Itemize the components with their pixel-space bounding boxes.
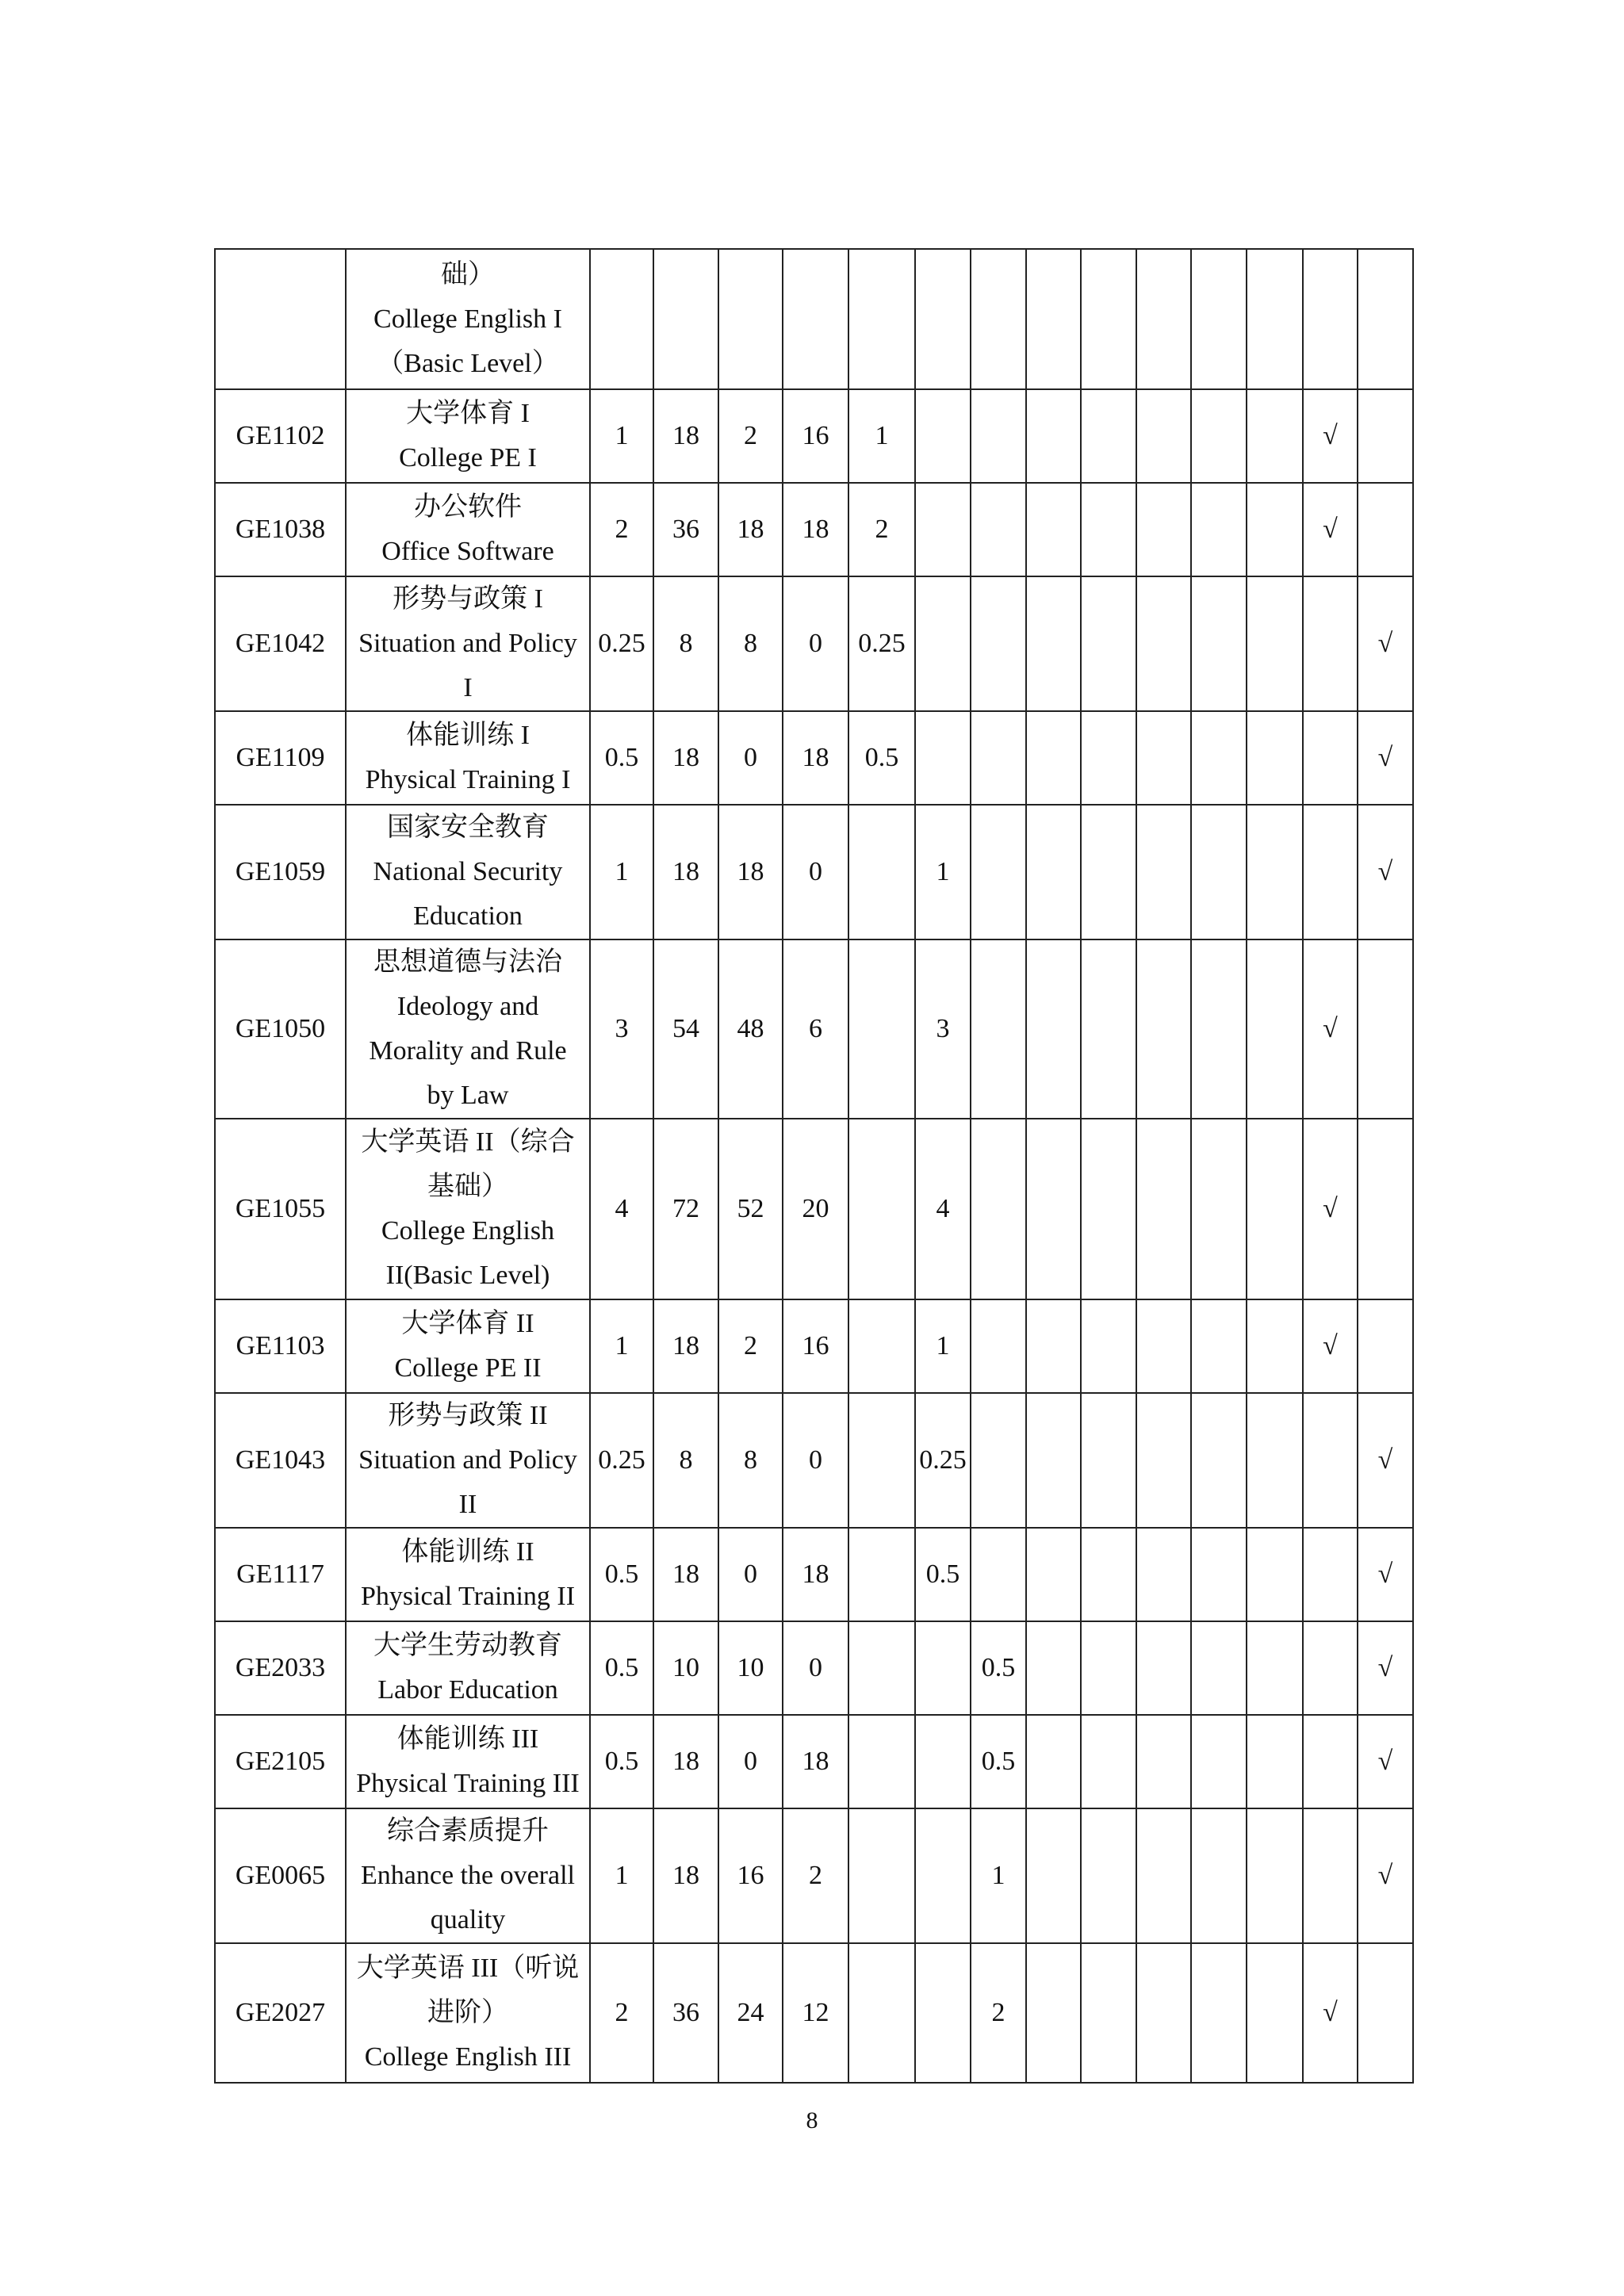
semester-5-cell <box>1081 1299 1136 1393</box>
semester-2-cell <box>915 1943 971 2083</box>
lecture-hours-cell: 0 <box>718 1528 783 1621</box>
course-code-cell: GE2033 <box>215 1621 346 1715</box>
semester-5-cell <box>1081 1715 1136 1808</box>
course-name-cell <box>346 389 590 483</box>
semester-2-cell <box>915 389 971 483</box>
semester-1-cell <box>848 1621 915 1715</box>
semester-1-cell <box>848 249 915 389</box>
semester-3-cell <box>971 249 1026 389</box>
semester-6-cell <box>1136 389 1191 483</box>
course-code-cell: GE1102 <box>215 389 346 483</box>
credits-cell: 1 <box>590 1808 653 1943</box>
course-name-line: College PE I <box>399 443 537 473</box>
required-check-cell <box>1303 711 1358 805</box>
course-name-line: 大学英语 III（听说 <box>356 1954 580 1983</box>
credits-cell: 2 <box>590 483 653 576</box>
course-name-line: College English <box>381 1216 555 1246</box>
course-name-line: 础） <box>441 259 495 289</box>
table-row <box>215 1119 1413 1299</box>
total-hours-cell: 72 <box>653 1119 718 1299</box>
semester-3-cell: 2 <box>971 1943 1026 2083</box>
course-name-line: 大学体育 I <box>406 399 530 428</box>
course-name-line: College English III <box>364 2042 572 2072</box>
semester-3-cell <box>971 939 1026 1119</box>
credits-cell: 0.5 <box>590 1621 653 1715</box>
semester-5-cell <box>1081 576 1136 711</box>
course-name-line: Physical Training I <box>365 765 571 794</box>
practice-hours-cell: 18 <box>783 1715 848 1808</box>
lecture-hours-cell: 8 <box>718 1393 783 1528</box>
lecture-hours-cell: 2 <box>718 1299 783 1393</box>
semester-6-cell <box>1136 1621 1191 1715</box>
elective-check-cell <box>1358 483 1413 576</box>
semester-5-cell <box>1081 249 1136 389</box>
semester-7-cell <box>1191 483 1247 576</box>
semester-5-cell <box>1081 1528 1136 1621</box>
credits-cell: 2 <box>590 1943 653 2083</box>
practice-hours-cell: 16 <box>783 1299 848 1393</box>
lecture-hours-cell: 18 <box>718 805 783 939</box>
course-name-cell <box>346 711 590 805</box>
semester-5-cell <box>1081 1808 1136 1943</box>
course-code-cell: GE2027 <box>215 1943 346 2083</box>
semester-8-cell <box>1247 1393 1303 1528</box>
semester-7-cell <box>1191 576 1247 711</box>
semester-3-cell <box>971 1119 1026 1299</box>
semester-8-cell <box>1247 483 1303 576</box>
semester-7-cell <box>1191 711 1247 805</box>
course-name-cell <box>346 249 590 389</box>
course-name-cell <box>346 1528 590 1621</box>
required-check-cell: √ <box>1303 1943 1358 2083</box>
elective-check-cell: √ <box>1358 1621 1413 1715</box>
lecture-hours-cell: 24 <box>718 1943 783 2083</box>
semester-8-cell <box>1247 1299 1303 1393</box>
course-code-cell: GE0065 <box>215 1808 346 1943</box>
semester-7-cell <box>1191 1528 1247 1621</box>
semester-1-cell <box>848 1808 915 1943</box>
elective-check-cell <box>1358 1119 1413 1299</box>
semester-7-cell <box>1191 805 1247 939</box>
required-check-cell: √ <box>1303 483 1358 576</box>
semester-4-cell <box>1026 576 1081 711</box>
total-hours-cell: 36 <box>653 1943 718 2083</box>
semester-6-cell <box>1136 483 1191 576</box>
semester-3-cell <box>971 805 1026 939</box>
elective-check-cell: √ <box>1358 1715 1413 1808</box>
course-name-cell <box>346 1621 590 1715</box>
course-name-cell <box>346 805 590 939</box>
course-code-cell <box>215 249 346 389</box>
credits-cell: 0.25 <box>590 576 653 711</box>
required-check-cell <box>1303 1528 1358 1621</box>
practice-hours-cell <box>783 249 848 389</box>
required-check-cell <box>1303 1808 1358 1943</box>
credits-cell: 1 <box>590 805 653 939</box>
table-row <box>215 576 1413 711</box>
lecture-hours-cell: 52 <box>718 1119 783 1299</box>
practice-hours-cell: 0 <box>783 1393 848 1528</box>
elective-check-cell <box>1358 939 1413 1119</box>
total-hours-cell: 8 <box>653 576 718 711</box>
credits-cell: 1 <box>590 1299 653 1393</box>
lecture-hours-cell: 8 <box>718 576 783 711</box>
course-code-cell: GE1103 <box>215 1299 346 1393</box>
semester-4-cell <box>1026 1393 1081 1528</box>
semester-5-cell <box>1081 939 1136 1119</box>
course-code-cell: GE1117 <box>215 1528 346 1621</box>
lecture-hours-cell: 10 <box>718 1621 783 1715</box>
total-hours-cell: 54 <box>653 939 718 1119</box>
course-name-line: 大学英语 II（综合 <box>361 1127 575 1157</box>
semester-3-cell: 0.5 <box>971 1715 1026 1808</box>
semester-3-cell <box>971 1528 1026 1621</box>
semester-6-cell <box>1136 576 1191 711</box>
semester-3-cell <box>971 389 1026 483</box>
required-check-cell <box>1303 805 1358 939</box>
semester-1-cell <box>848 1715 915 1808</box>
semester-8-cell <box>1247 1621 1303 1715</box>
elective-check-cell: √ <box>1358 711 1413 805</box>
semester-8-cell <box>1247 389 1303 483</box>
credits-cell: 1 <box>590 389 653 483</box>
course-name-cell <box>346 576 590 711</box>
semester-6-cell <box>1136 1715 1191 1808</box>
credits-cell <box>590 249 653 389</box>
course-name-line: Ideology and <box>396 992 539 1021</box>
semester-2-cell <box>915 576 971 711</box>
semester-8-cell <box>1247 805 1303 939</box>
course-name-line: 办公软件 <box>414 492 522 522</box>
course-name-cell <box>346 1393 590 1528</box>
course-name-line: Physical Training III <box>356 1769 580 1798</box>
practice-hours-cell: 12 <box>783 1943 848 2083</box>
required-check-cell <box>1303 576 1358 711</box>
course-table-body <box>215 249 1413 2083</box>
semester-7-cell <box>1191 1715 1247 1808</box>
semester-7-cell <box>1191 1808 1247 1943</box>
total-hours-cell: 18 <box>653 1528 718 1621</box>
semester-7-cell <box>1191 1393 1247 1528</box>
course-code-cell: GE1038 <box>215 483 346 576</box>
lecture-hours-cell: 16 <box>718 1808 783 1943</box>
semester-4-cell <box>1026 1808 1081 1943</box>
semester-2-cell <box>915 483 971 576</box>
course-name-line: 大学体育 II <box>401 1309 534 1338</box>
semester-4-cell <box>1026 939 1081 1119</box>
semester-6-cell <box>1136 1299 1191 1393</box>
lecture-hours-cell: 48 <box>718 939 783 1119</box>
table-row <box>215 1715 1413 1808</box>
course-name-cell <box>346 1808 590 1943</box>
elective-check-cell: √ <box>1358 1528 1413 1621</box>
semester-7-cell <box>1191 939 1247 1119</box>
semester-1-cell <box>848 805 915 939</box>
semester-1-cell: 0.5 <box>848 711 915 805</box>
semester-2-cell: 1 <box>915 805 971 939</box>
semester-4-cell <box>1026 1621 1081 1715</box>
total-hours-cell: 18 <box>653 389 718 483</box>
course-name-line: （Basic Level） <box>377 348 559 378</box>
semester-6-cell <box>1136 1943 1191 2083</box>
semester-5-cell <box>1081 1393 1136 1528</box>
course-code-cell: GE1059 <box>215 805 346 939</box>
course-name-line: College English I <box>373 304 562 334</box>
semester-2-cell <box>915 711 971 805</box>
semester-8-cell <box>1247 1808 1303 1943</box>
semester-5-cell <box>1081 1621 1136 1715</box>
course-name-line: Enhance the overall <box>361 1861 575 1890</box>
semester-6-cell <box>1136 1808 1191 1943</box>
semester-6-cell <box>1136 711 1191 805</box>
semester-3-cell <box>971 1393 1026 1528</box>
required-check-cell <box>1303 1621 1358 1715</box>
semester-6-cell <box>1136 805 1191 939</box>
course-name-line: 思想道德与法治 <box>373 947 562 977</box>
semester-2-cell <box>915 1621 971 1715</box>
table-row <box>215 1299 1413 1393</box>
required-check-cell <box>1303 1715 1358 1808</box>
course-name-line: Labor Education <box>377 1675 558 1705</box>
practice-hours-cell: 18 <box>783 1528 848 1621</box>
total-hours-cell: 18 <box>653 711 718 805</box>
semester-2-cell: 4 <box>915 1119 971 1299</box>
course-name-line: II(Basic Level) <box>385 1261 550 1290</box>
elective-check-cell <box>1358 249 1413 389</box>
semester-3-cell <box>971 576 1026 711</box>
practice-hours-cell: 18 <box>783 483 848 576</box>
course-code-cell: GE1042 <box>215 576 346 711</box>
required-check-cell: √ <box>1303 1299 1358 1393</box>
required-check-cell: √ <box>1303 939 1358 1119</box>
semester-2-cell: 0.25 <box>915 1393 971 1528</box>
semester-1-cell <box>848 1528 915 1621</box>
course-code-cell: GE1043 <box>215 1393 346 1528</box>
course-name-line: 基础） <box>427 1172 508 1201</box>
course-name-line: Situation and Policy <box>358 1445 577 1475</box>
semester-7-cell <box>1191 1119 1247 1299</box>
table-row <box>215 1528 1413 1621</box>
table-row <box>215 389 1413 483</box>
total-hours-cell: 18 <box>653 805 718 939</box>
semester-1-cell <box>848 1943 915 2083</box>
table-row <box>215 805 1413 939</box>
practice-hours-cell: 0 <box>783 805 848 939</box>
course-code-cell: GE1050 <box>215 939 346 1119</box>
table-row <box>215 939 1413 1119</box>
credits-cell: 3 <box>590 939 653 1119</box>
semester-3-cell <box>971 1299 1026 1393</box>
semester-4-cell <box>1026 1943 1081 2083</box>
semester-5-cell <box>1081 711 1136 805</box>
semester-5-cell <box>1081 1119 1136 1299</box>
semester-1-cell <box>848 1299 915 1393</box>
semester-4-cell <box>1026 1299 1081 1393</box>
semester-4-cell <box>1026 1715 1081 1808</box>
lecture-hours-cell <box>718 249 783 389</box>
elective-check-cell: √ <box>1358 805 1413 939</box>
semester-5-cell <box>1081 483 1136 576</box>
credits-cell: 0.25 <box>590 1393 653 1528</box>
table-row <box>215 1808 1413 1943</box>
lecture-hours-cell: 0 <box>718 1715 783 1808</box>
semester-1-cell <box>848 1393 915 1528</box>
semester-6-cell <box>1136 249 1191 389</box>
course-name-cell <box>346 1943 590 2083</box>
semester-8-cell <box>1247 1528 1303 1621</box>
semester-7-cell <box>1191 1621 1247 1715</box>
total-hours-cell: 10 <box>653 1621 718 1715</box>
course-code-cell: GE1109 <box>215 711 346 805</box>
practice-hours-cell: 16 <box>783 389 848 483</box>
course-name-line: 形势与政策 II <box>388 1401 548 1430</box>
table-row <box>215 249 1413 389</box>
credits-cell: 4 <box>590 1119 653 1299</box>
course-name-line: Situation and Policy <box>358 629 577 658</box>
required-check-cell: √ <box>1303 389 1358 483</box>
practice-hours-cell: 20 <box>783 1119 848 1299</box>
semester-4-cell <box>1026 1528 1081 1621</box>
semester-5-cell <box>1081 389 1136 483</box>
total-hours-cell: 18 <box>653 1299 718 1393</box>
semester-7-cell <box>1191 1299 1247 1393</box>
required-check-cell <box>1303 1393 1358 1528</box>
course-name-line: 体能训练 III <box>396 1724 539 1754</box>
table-row <box>215 1943 1413 2083</box>
semester-7-cell <box>1191 249 1247 389</box>
practice-hours-cell: 2 <box>783 1808 848 1943</box>
total-hours-cell: 18 <box>653 1808 718 1943</box>
course-name-line: 大学生劳动教育 <box>373 1631 562 1660</box>
semester-1-cell: 0.25 <box>848 576 915 711</box>
table-row <box>215 483 1413 576</box>
semester-4-cell <box>1026 249 1081 389</box>
elective-check-cell: √ <box>1358 576 1413 711</box>
practice-hours-cell: 6 <box>783 939 848 1119</box>
practice-hours-cell: 0 <box>783 1621 848 1715</box>
total-hours-cell: 18 <box>653 1715 718 1808</box>
total-hours-cell: 8 <box>653 1393 718 1528</box>
course-name-line: Education <box>413 901 523 931</box>
practice-hours-cell: 0 <box>783 576 848 711</box>
course-name-line: 国家安全教育 <box>387 813 549 842</box>
course-name-cell <box>346 1715 590 1808</box>
lecture-hours-cell: 18 <box>718 483 783 576</box>
course-name-cell <box>346 483 590 576</box>
semester-8-cell <box>1247 1943 1303 2083</box>
table-row <box>215 1393 1413 1528</box>
course-name-line: 体能训练 II <box>401 1537 534 1567</box>
semester-4-cell <box>1026 483 1081 576</box>
semester-2-cell: 0.5 <box>915 1528 971 1621</box>
semester-8-cell <box>1247 576 1303 711</box>
elective-check-cell <box>1358 1299 1413 1393</box>
course-name-line: Office Software <box>381 537 554 566</box>
semester-6-cell <box>1136 1119 1191 1299</box>
semester-4-cell <box>1026 711 1081 805</box>
elective-check-cell <box>1358 389 1413 483</box>
semester-7-cell <box>1191 389 1247 483</box>
page-number: 8 <box>806 2107 818 2133</box>
semester-2-cell <box>915 249 971 389</box>
course-name-line: II <box>458 1490 477 1519</box>
semester-8-cell <box>1247 939 1303 1119</box>
course-code-cell: GE2105 <box>215 1715 346 1808</box>
credits-cell: 0.5 <box>590 1528 653 1621</box>
course-name-line: College PE II <box>394 1353 542 1383</box>
required-check-cell <box>1303 249 1358 389</box>
semester-4-cell <box>1026 389 1081 483</box>
course-code-cell: GE1055 <box>215 1119 346 1299</box>
lecture-hours-cell: 0 <box>718 711 783 805</box>
semester-1-cell: 2 <box>848 483 915 576</box>
semester-8-cell <box>1247 711 1303 805</box>
elective-check-cell <box>1358 1943 1413 2083</box>
course-table <box>214 248 1414 2084</box>
semester-4-cell <box>1026 1119 1081 1299</box>
elective-check-cell: √ <box>1358 1393 1413 1528</box>
course-name-line: 形势与政策 I <box>393 584 543 614</box>
course-name-line: 进阶） <box>427 1998 508 2027</box>
semester-3-cell <box>971 711 1026 805</box>
semester-8-cell <box>1247 1119 1303 1299</box>
course-name-line: Physical Training II <box>360 1582 576 1611</box>
semester-7-cell <box>1191 1943 1247 2083</box>
semester-4-cell <box>1026 805 1081 939</box>
semester-8-cell <box>1247 1715 1303 1808</box>
semester-8-cell <box>1247 249 1303 389</box>
semester-6-cell <box>1136 939 1191 1119</box>
course-name-line: Morality and Rule <box>369 1036 567 1066</box>
semester-2-cell: 1 <box>915 1299 971 1393</box>
semester-5-cell <box>1081 805 1136 939</box>
course-name-line: 综合素质提升 <box>387 1816 549 1846</box>
lecture-hours-cell: 2 <box>718 389 783 483</box>
semester-3-cell: 1 <box>971 1808 1026 1943</box>
semester-6-cell <box>1136 1528 1191 1621</box>
semester-2-cell <box>915 1808 971 1943</box>
course-name-cell <box>346 1119 590 1299</box>
course-name-line: 体能训练 I <box>406 721 530 750</box>
practice-hours-cell: 18 <box>783 711 848 805</box>
table-row <box>215 711 1413 805</box>
course-name-cell <box>346 1299 590 1393</box>
course-name-cell <box>346 939 590 1119</box>
credits-cell: 0.5 <box>590 711 653 805</box>
credits-cell: 0.5 <box>590 1715 653 1808</box>
elective-check-cell: √ <box>1358 1808 1413 1943</box>
semester-1-cell <box>848 939 915 1119</box>
total-hours-cell <box>653 249 718 389</box>
semester-3-cell <box>971 483 1026 576</box>
required-check-cell: √ <box>1303 1119 1358 1299</box>
course-name-line: National Security <box>373 857 563 886</box>
course-name-line: by Law <box>427 1081 509 1110</box>
semester-3-cell: 0.5 <box>971 1621 1026 1715</box>
semester-2-cell <box>915 1715 971 1808</box>
total-hours-cell: 36 <box>653 483 718 576</box>
semester-1-cell: 1 <box>848 389 915 483</box>
course-name-line: quality <box>430 1905 506 1934</box>
table-row <box>215 1621 1413 1715</box>
semester-1-cell <box>848 1119 915 1299</box>
semester-2-cell: 3 <box>915 939 971 1119</box>
semester-5-cell <box>1081 1943 1136 2083</box>
course-name-line: I <box>463 673 473 702</box>
semester-6-cell <box>1136 1393 1191 1528</box>
